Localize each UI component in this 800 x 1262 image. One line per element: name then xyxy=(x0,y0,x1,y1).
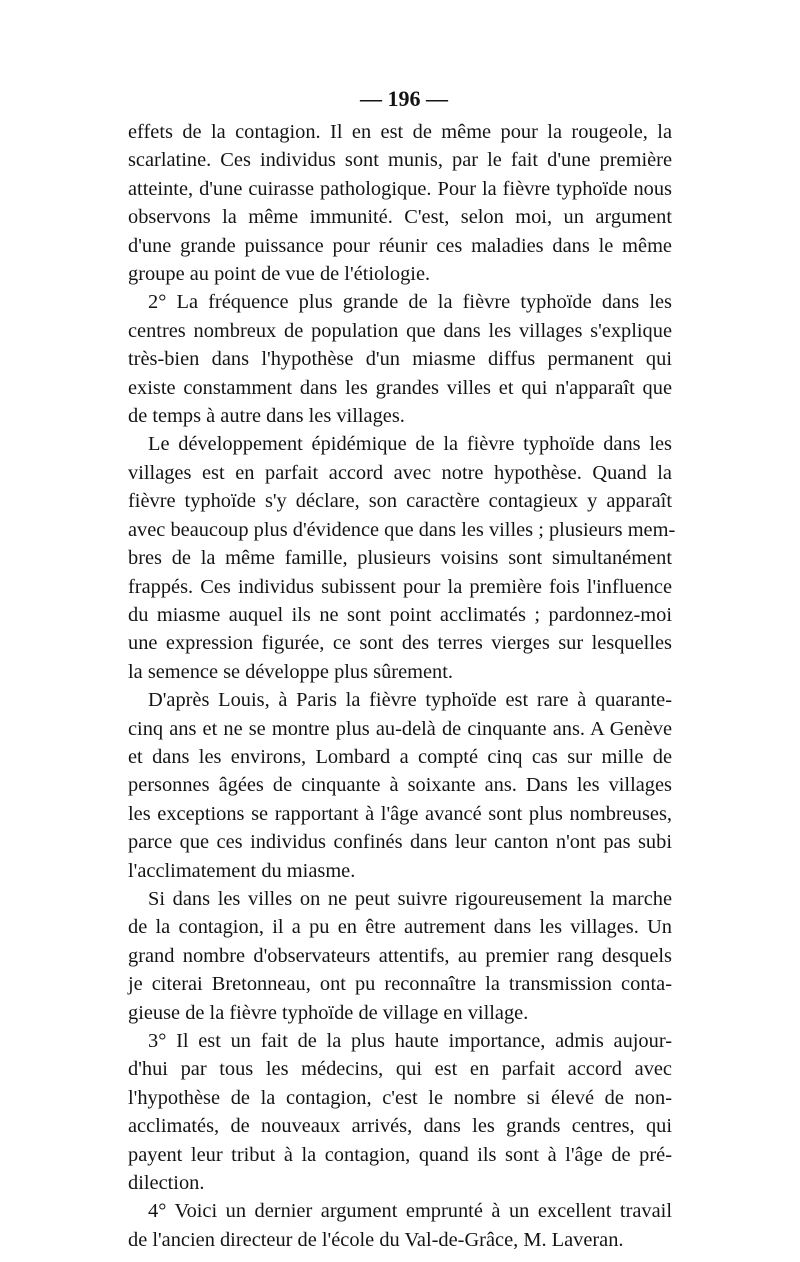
text-line: effets de la contagion. Il en est de même pour la rougeole, la xyxy=(128,121,672,143)
text-line: les exceptions se rapportant à l'âge avancé sont plus nombreuses, xyxy=(128,802,672,825)
paragraph xyxy=(128,1027,672,1197)
text-line: 4° Voici un dernier argument emprunté à un excellent travail xyxy=(148,1200,672,1223)
text-line: 2° La fréquence plus grande de la fièvre typhoïde dans les xyxy=(148,291,672,314)
text-line: D'après Louis, à Paris la fièvre typhoïde est rare à quarante- xyxy=(148,689,672,712)
text-line: grand nombre d'observateurs attentifs, au premier rang desquels xyxy=(128,944,672,967)
paragraph xyxy=(128,430,676,686)
text-line: de temps à autre dans les villages. xyxy=(128,405,405,428)
paragraph xyxy=(128,686,672,885)
paragraph xyxy=(128,118,672,288)
text-line: très-bien dans l'hypothèse d'un miasme diffus permanent qui xyxy=(128,348,672,371)
text-line: bres de la même famille, plusieurs voisins sont simultanément xyxy=(128,547,672,570)
text-line: atteinte, d'une cuirasse pathologique. Pour la fièvre typhoïde nous xyxy=(128,177,672,200)
text-line: du miasme auquel ils ne sont point acclimatés ; pardonnez-moi xyxy=(128,603,672,626)
text-line: observons la même immunité. C'est, selon moi, un argument xyxy=(128,206,672,229)
paragraph xyxy=(128,1197,672,1254)
paragraph xyxy=(128,288,672,430)
text-line: la semence se développe plus sûrement. xyxy=(128,660,454,683)
text-line: fièvre typhoïde s'y déclare, son caractère contagieux y apparaît xyxy=(128,490,672,513)
text-line: scarlatine. Ces individus sont munis, par le fait d'une première xyxy=(128,149,672,172)
text-line: une expression figurée, ce sont des terres vierges sur lesquelles xyxy=(128,632,672,655)
text-line: gieuse de la fièvre typhoïde de village en village. xyxy=(128,1001,529,1024)
page-number: — 196 — xyxy=(360,86,448,111)
text-line: payent leur tribut à la contagion, quand ils sont à l'âge de pré- xyxy=(128,1143,672,1166)
paragraph xyxy=(128,885,672,1027)
text-line: existe constamment dans les grandes villes et qui n'apparaît que xyxy=(128,376,672,399)
text-line: acclimatés, de nouveaux arrivés, dans les grands centres, qui xyxy=(128,1115,672,1138)
text-line: parce que ces individus confinés dans leur canton n'ont pas subi xyxy=(128,831,672,854)
text-line: dilection. xyxy=(128,1172,205,1195)
text-line: je citerai Bretonneau, ont pu reconnaître la transmission conta- xyxy=(128,973,672,996)
text-line: Le développement épidémique de la fièvre typhoïde dans les xyxy=(148,433,672,456)
text-line: de l'ancien directeur de l'école du Val-de-Grâce, M. Laveran. xyxy=(128,1228,624,1251)
text-line: frappés. Ces individus subissent pour la première fois l'influence xyxy=(128,575,672,598)
text-line: de la contagion, il a pu en être autrement dans les villages. Un xyxy=(128,916,672,939)
text-line: et dans les environs, Lombard a compté cinq cas sur mille de xyxy=(128,745,672,768)
text-line: avec beaucoup plus d'évidence que dans les villes ; plusieurs mem- xyxy=(128,518,676,541)
text-line: villages est en parfait accord avec notre hypothèse. Quand la xyxy=(128,461,672,484)
text-line: centres nombreux de population que dans les villages s'explique xyxy=(128,319,672,342)
text-line: d'une grande puissance pour réunir ces maladies dans le même xyxy=(128,234,672,257)
page-body xyxy=(128,84,676,1254)
text-line: groupe au point de vue de l'étiologie. xyxy=(128,263,431,286)
text-line: cinq ans et ne se montre plus au-delà de cinquante ans. A Genève xyxy=(128,717,672,740)
text-line: d'hui par tous les médecins, qui est en parfait accord avec xyxy=(128,1058,672,1081)
text-line: l'hypothèse de la contagion, c'est le nombre si élevé de non- xyxy=(128,1086,672,1109)
text-line: l'acclimatement du miasme. xyxy=(128,859,356,882)
text-line: Si dans les villes on ne peut suivre rigoureusement la marche xyxy=(148,887,672,910)
text-line: personnes âgées de cinquante à soixante ans. Dans les villages xyxy=(128,774,672,797)
text-line: 3° Il est un fait de la plus haute importance, admis aujour- xyxy=(148,1030,672,1052)
